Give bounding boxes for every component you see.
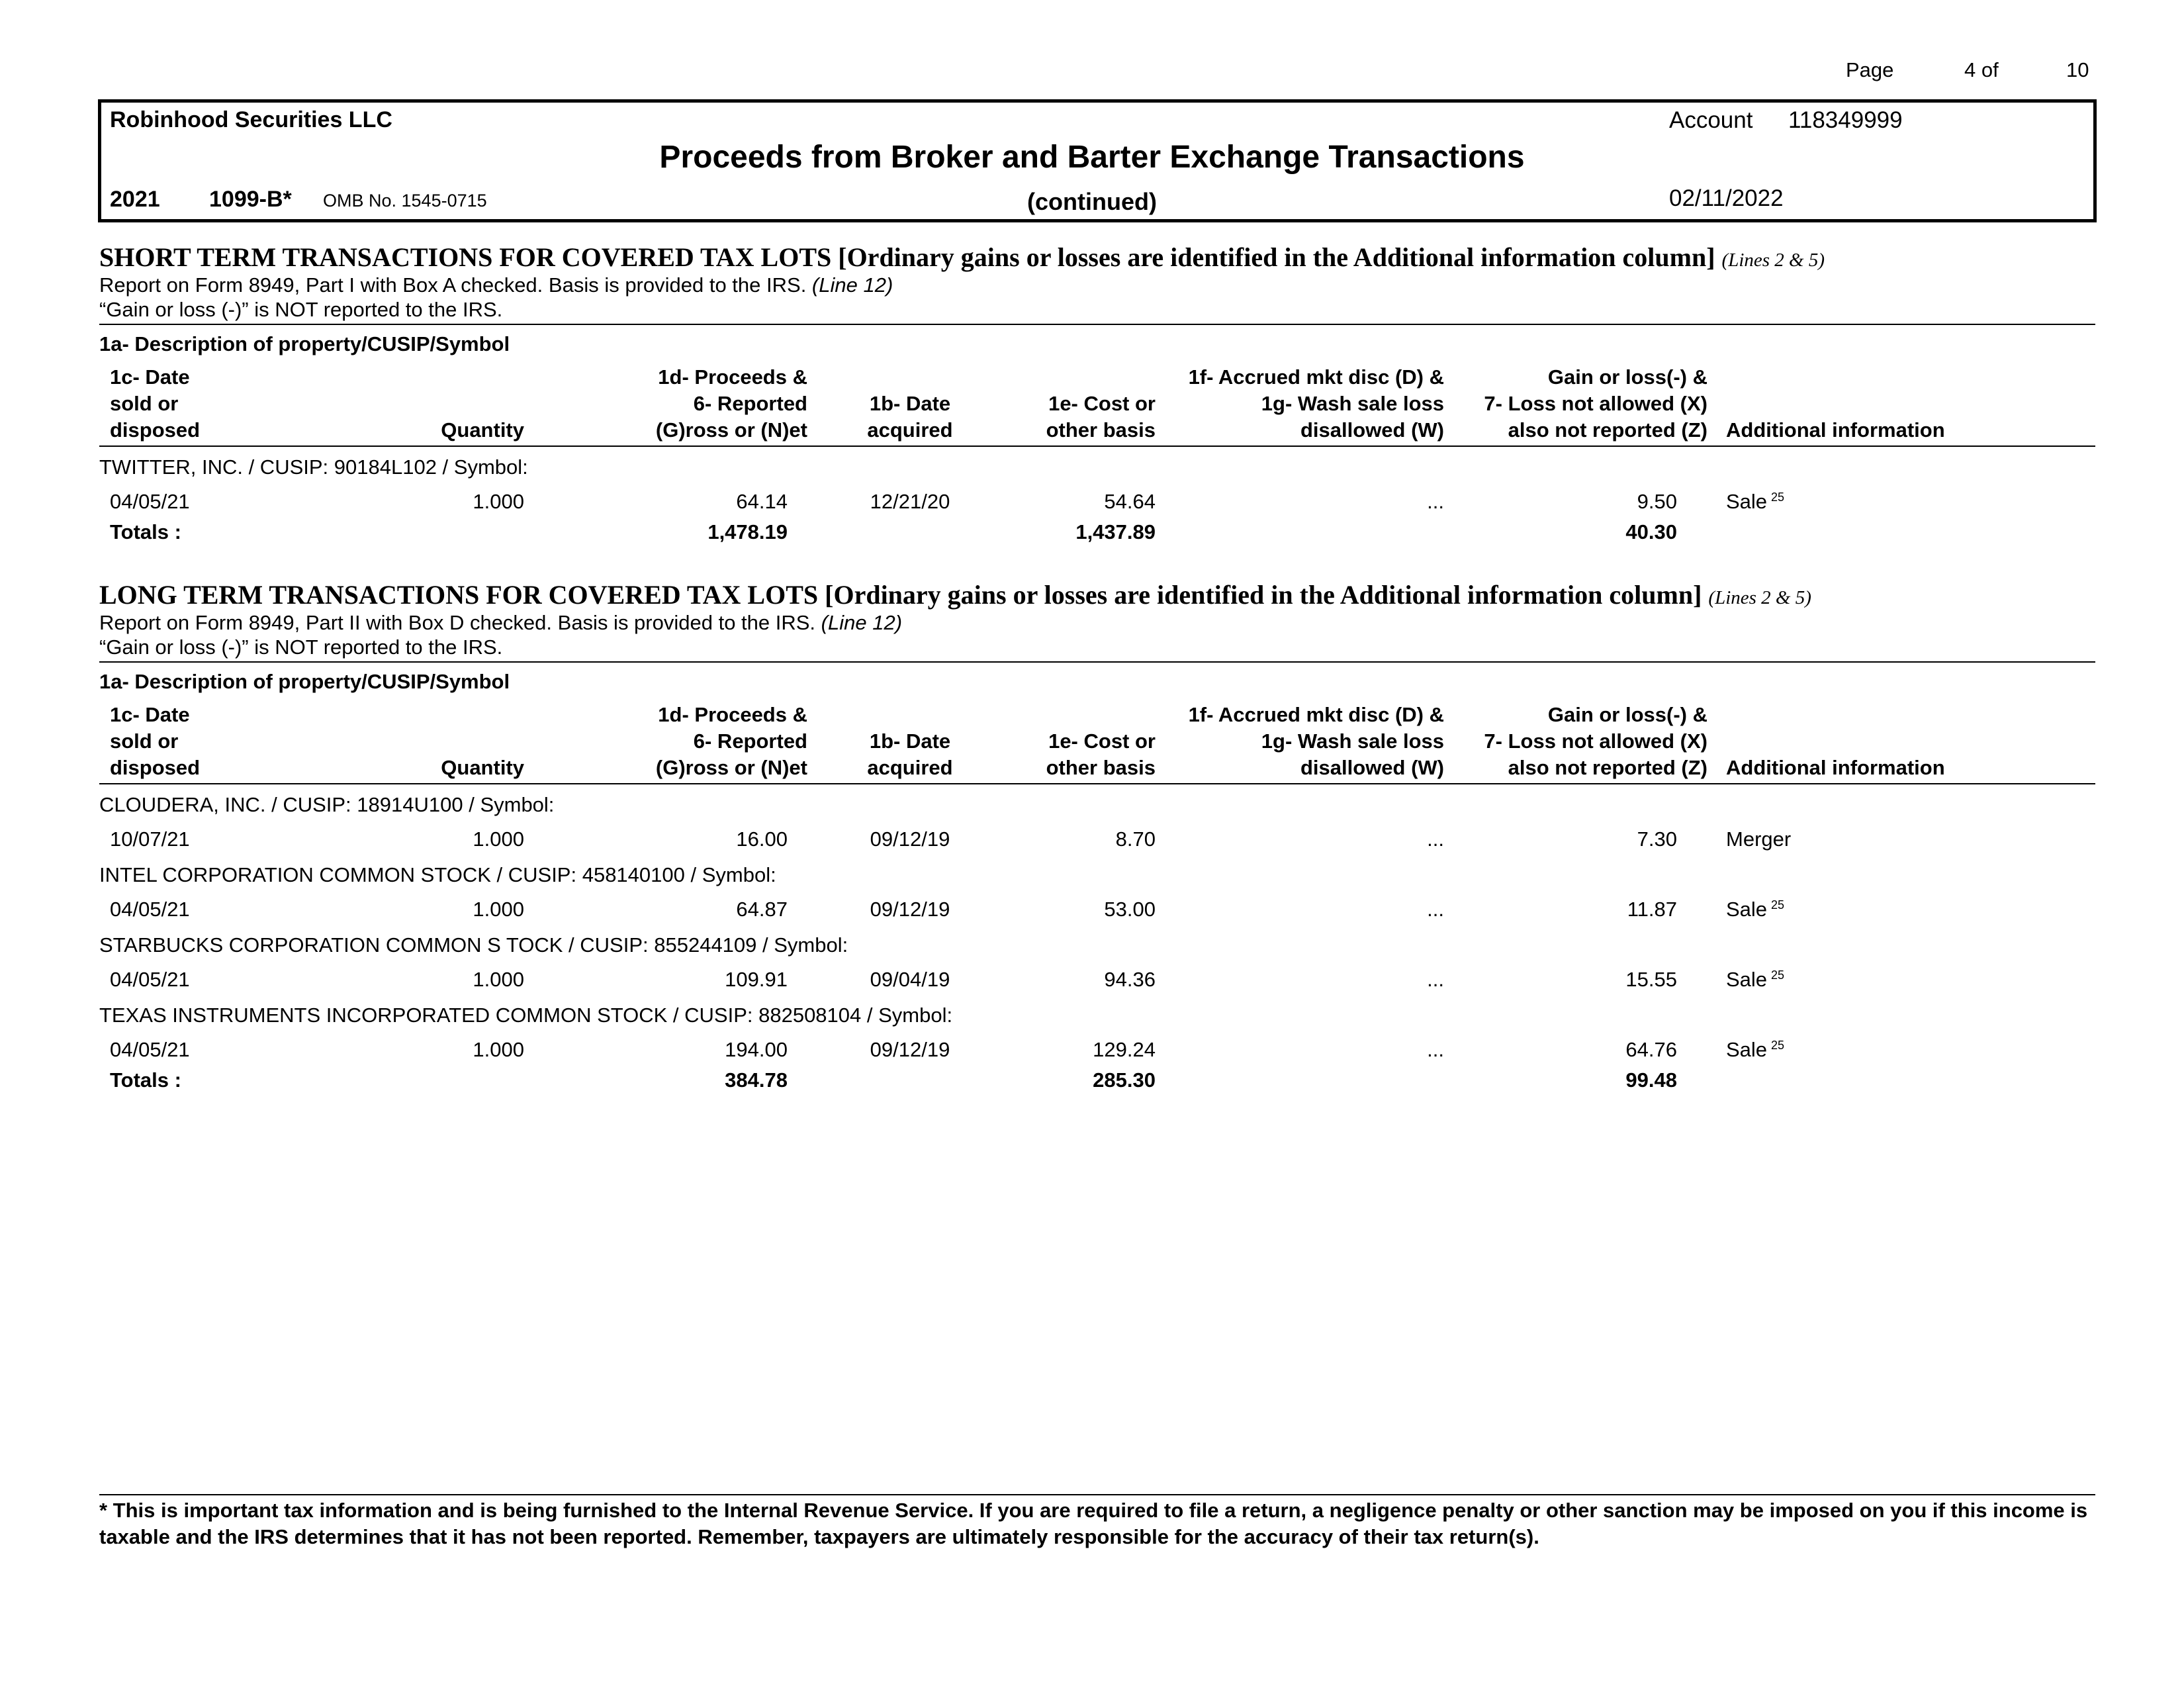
- cell-accrued: ...: [1427, 898, 1444, 921]
- footnote-ref: 25: [1771, 968, 1785, 982]
- cell-date-sold: 10/07/21: [110, 827, 190, 851]
- cell-quantity: 1.000: [473, 827, 524, 851]
- statement-date: 02/11/2022: [1669, 185, 1784, 211]
- security-name: TEXAS INSTRUMENTS INCORPORATED COMMON STOCK / CUSIP: 882508104 / Symbol:: [99, 1004, 953, 1027]
- short-term-heading: SHORT TERM TRANSACTIONS FOR COVERED TAX LOTS [Ordinary gains or losses are identified in the Additional information column] (Lines 2 & 5): [99, 242, 1825, 272]
- page-label: Page: [1846, 58, 1894, 81]
- col-header-cost-basis: 1e- Cost or: [1048, 392, 1156, 415]
- col-header-accrued-wash: 1f- Accrued mkt disc (D) &: [1188, 365, 1444, 389]
- footer-notice: * This is important tax information and is being furnished to the Internal Revenue Service. If you are required to file a return, a negligence penalty or other sanction may be imposed on you if this income is taxable and the IRS determines that it has not been reported. Remember, taxpayers are ultimately responsible for the accuracy of their tax return(s).: [99, 1499, 2088, 1548]
- col-header-additional-info: Additional information: [1726, 756, 1945, 779]
- short-term-note-gain: “Gain or loss (-)” is NOT reported to the IRS.: [99, 298, 503, 321]
- cell-proceeds: 194.00: [725, 1038, 788, 1061]
- divider: [99, 661, 2095, 663]
- col-header-cost-basis: other basis: [1046, 418, 1156, 442]
- col-header-accrued-wash: disallowed (W): [1300, 418, 1444, 442]
- cell-additional-info: [1726, 1038, 1784, 1062]
- col-header-cost-basis: other basis: [1046, 756, 1156, 779]
- cell-date-sold: 04/05/21: [110, 490, 190, 513]
- account-label: Account: [1669, 107, 1753, 133]
- col-header-additional-info: Additional information: [1726, 418, 1945, 442]
- cell-quantity: 1.000: [473, 898, 524, 921]
- col-header-quantity: Quantity: [441, 418, 524, 442]
- omb-number: OMB No. 1545-0715: [323, 191, 487, 211]
- page-total: 10: [2066, 58, 2089, 81]
- continued-label: (continued): [1027, 188, 1157, 215]
- cell-cost: 129.24: [1093, 1038, 1156, 1061]
- long-term-lines: (Lines 2 & 5): [1708, 587, 1811, 608]
- col-header-proceeds: (G)ross or (N)et: [655, 756, 807, 779]
- form-title: Proceeds from Broker and Barter Exchange Transactions: [659, 140, 1525, 175]
- col-header-date-sold: disposed: [110, 418, 201, 442]
- col-header-quantity: Quantity: [441, 756, 524, 779]
- totals-label: Totals :: [110, 1068, 181, 1092]
- footnote-ref: 25: [1771, 490, 1785, 504]
- account-number: 118349999: [1788, 107, 1903, 133]
- long-term-note-gain: “Gain or loss (-)” is NOT reported to the IRS.: [99, 635, 503, 659]
- cell-proceeds: 64.14: [736, 490, 788, 513]
- security-name: INTEL CORPORATION COMMON STOCK / CUSIP: 458140100 / Symbol:: [99, 863, 776, 886]
- col-header-date-sold: sold or: [110, 392, 179, 415]
- divider: [99, 324, 2095, 325]
- cell-proceeds: 64.87: [736, 898, 788, 921]
- cell-date-acq: 09/12/19: [870, 1038, 950, 1061]
- cell-cost: 54.64: [1104, 490, 1156, 513]
- col-header-gain-loss: Gain or loss(-) &: [1547, 365, 1707, 389]
- col-header-date-sold: disposed: [110, 756, 201, 779]
- cell-additional-info: [1726, 968, 1784, 992]
- col-header-date-sold: sold or: [110, 729, 179, 753]
- footnote-ref: 25: [1771, 1038, 1785, 1052]
- col-header-gain-loss: 7- Loss not allowed (X): [1484, 392, 1707, 415]
- col-header-proceeds: (G)ross or (N)et: [655, 418, 807, 442]
- totals-label: Totals :: [110, 520, 181, 543]
- page-current: 4 of: [1964, 58, 1999, 81]
- col-header-accrued-wash: 1g- Wash sale loss: [1261, 392, 1444, 415]
- totals-proceeds: 1,478.19: [707, 520, 788, 543]
- additional-info-text: Sale: [1726, 1038, 1768, 1061]
- security-name: STARBUCKS CORPORATION COMMON S TOCK / CUSIP: 855244109 / Symbol:: [99, 933, 848, 957]
- long-term-note-form: Report on Form 8949, Part II with Box D checked. Basis is provided to the IRS. (Line 12): [99, 611, 903, 634]
- security-name: CLOUDERA, INC. / CUSIP: 18914U100 / Symbol:: [99, 793, 555, 816]
- cell-date-acq: 09/12/19: [870, 898, 950, 921]
- col-header-description: 1a- Description of property/CUSIP/Symbol: [99, 670, 510, 693]
- cell-date-sold: 04/05/21: [110, 968, 190, 991]
- col-header-date-sold: 1c- Date: [110, 703, 190, 726]
- cell-gain: 11.87: [1627, 898, 1677, 921]
- form-number: 1099-B*: [209, 187, 292, 212]
- col-header-accrued-wash: disallowed (W): [1300, 756, 1444, 779]
- col-header-gain-loss: Gain or loss(-) &: [1547, 703, 1707, 726]
- col-header-date-acquired: 1b- Date: [869, 729, 951, 753]
- cell-additional-info: [1726, 898, 1784, 921]
- cell-gain: 64.76: [1625, 1038, 1677, 1061]
- cell-cost: 94.36: [1104, 968, 1156, 991]
- cell-accrued: ...: [1427, 827, 1444, 851]
- cell-cost: 53.00: [1104, 898, 1156, 921]
- col-header-accrued-wash: 1g- Wash sale loss: [1261, 729, 1444, 753]
- totals-gain: 40.30: [1625, 520, 1677, 543]
- security-name: TWITTER, INC. / CUSIP: 90184L102 / Symbol:: [99, 455, 528, 479]
- col-header-proceeds: 1d- Proceeds &: [658, 703, 807, 726]
- totals-proceeds: 384.78: [725, 1068, 788, 1092]
- cell-gain: 15.55: [1625, 968, 1677, 991]
- cell-additional-info: [1726, 827, 1791, 851]
- cell-accrued: ...: [1427, 490, 1444, 513]
- cell-gain: 9.50: [1637, 490, 1677, 513]
- col-header-description: 1a- Description of property/CUSIP/Symbol: [99, 332, 510, 355]
- short-term-note-form: Report on Form 8949, Part I with Box A checked. Basis is provided to the IRS. (Line 12): [99, 273, 893, 297]
- col-header-gain-loss: 7- Loss not allowed (X): [1484, 729, 1707, 753]
- company-name: Robinhood Securities LLC: [110, 107, 392, 132]
- additional-info-text: Sale: [1726, 490, 1768, 513]
- col-header-proceeds: 6- Reported: [693, 729, 807, 753]
- col-header-proceeds: 1d- Proceeds &: [658, 365, 807, 389]
- totals-gain: 99.48: [1625, 1068, 1677, 1092]
- col-header-date-acquired: acquired: [867, 418, 953, 442]
- cell-cost: 8.70: [1115, 827, 1156, 851]
- col-header-accrued-wash: 1f- Accrued mkt disc (D) &: [1188, 703, 1444, 726]
- cell-accrued: ...: [1427, 1038, 1444, 1061]
- additional-info-text: Sale: [1726, 898, 1768, 921]
- cell-date-sold: 04/05/21: [110, 898, 190, 921]
- totals-cost: 1,437.89: [1075, 520, 1156, 543]
- col-header-cost-basis: 1e- Cost or: [1048, 729, 1156, 753]
- col-header-gain-loss: also not reported (Z): [1508, 756, 1707, 779]
- cell-quantity: 1.000: [473, 968, 524, 991]
- tax-year: 2021: [110, 187, 160, 212]
- footnote-ref: 25: [1771, 898, 1785, 912]
- short-term-lines: (Lines 2 & 5): [1721, 250, 1825, 271]
- long-term-heading: LONG TERM TRANSACTIONS FOR COVERED TAX LOTS [Ordinary gains or losses are identified in the Additional information column] (Lines 2 & 5): [99, 580, 1811, 610]
- col-header-date-sold: 1c- Date: [110, 365, 190, 389]
- cell-quantity: 1.000: [473, 1038, 524, 1061]
- col-header-gain-loss: also not reported (Z): [1508, 418, 1707, 442]
- header-divider: [99, 783, 2095, 784]
- cell-additional-info: [1726, 490, 1784, 514]
- cell-date-sold: 04/05/21: [110, 1038, 190, 1061]
- col-header-proceeds: 6- Reported: [693, 392, 807, 415]
- cell-proceeds: 16.00: [736, 827, 788, 851]
- cell-proceeds: 109.91: [725, 968, 788, 991]
- cell-date-acq: 09/12/19: [870, 827, 950, 851]
- cell-quantity: 1.000: [473, 490, 524, 513]
- col-header-date-acquired: 1b- Date: [869, 392, 951, 415]
- col-header-date-acquired: acquired: [867, 756, 953, 779]
- cell-accrued: ...: [1427, 968, 1444, 991]
- additional-info-text: Sale: [1726, 968, 1768, 991]
- additional-info-text: Merger: [1726, 827, 1792, 851]
- footer-divider: [99, 1494, 2095, 1495]
- totals-cost: 285.30: [1093, 1068, 1156, 1092]
- cell-date-acq: 12/21/20: [870, 490, 950, 513]
- header-divider: [99, 445, 2095, 447]
- cell-date-acq: 09/04/19: [870, 968, 950, 991]
- cell-gain: 7.30: [1637, 827, 1677, 851]
